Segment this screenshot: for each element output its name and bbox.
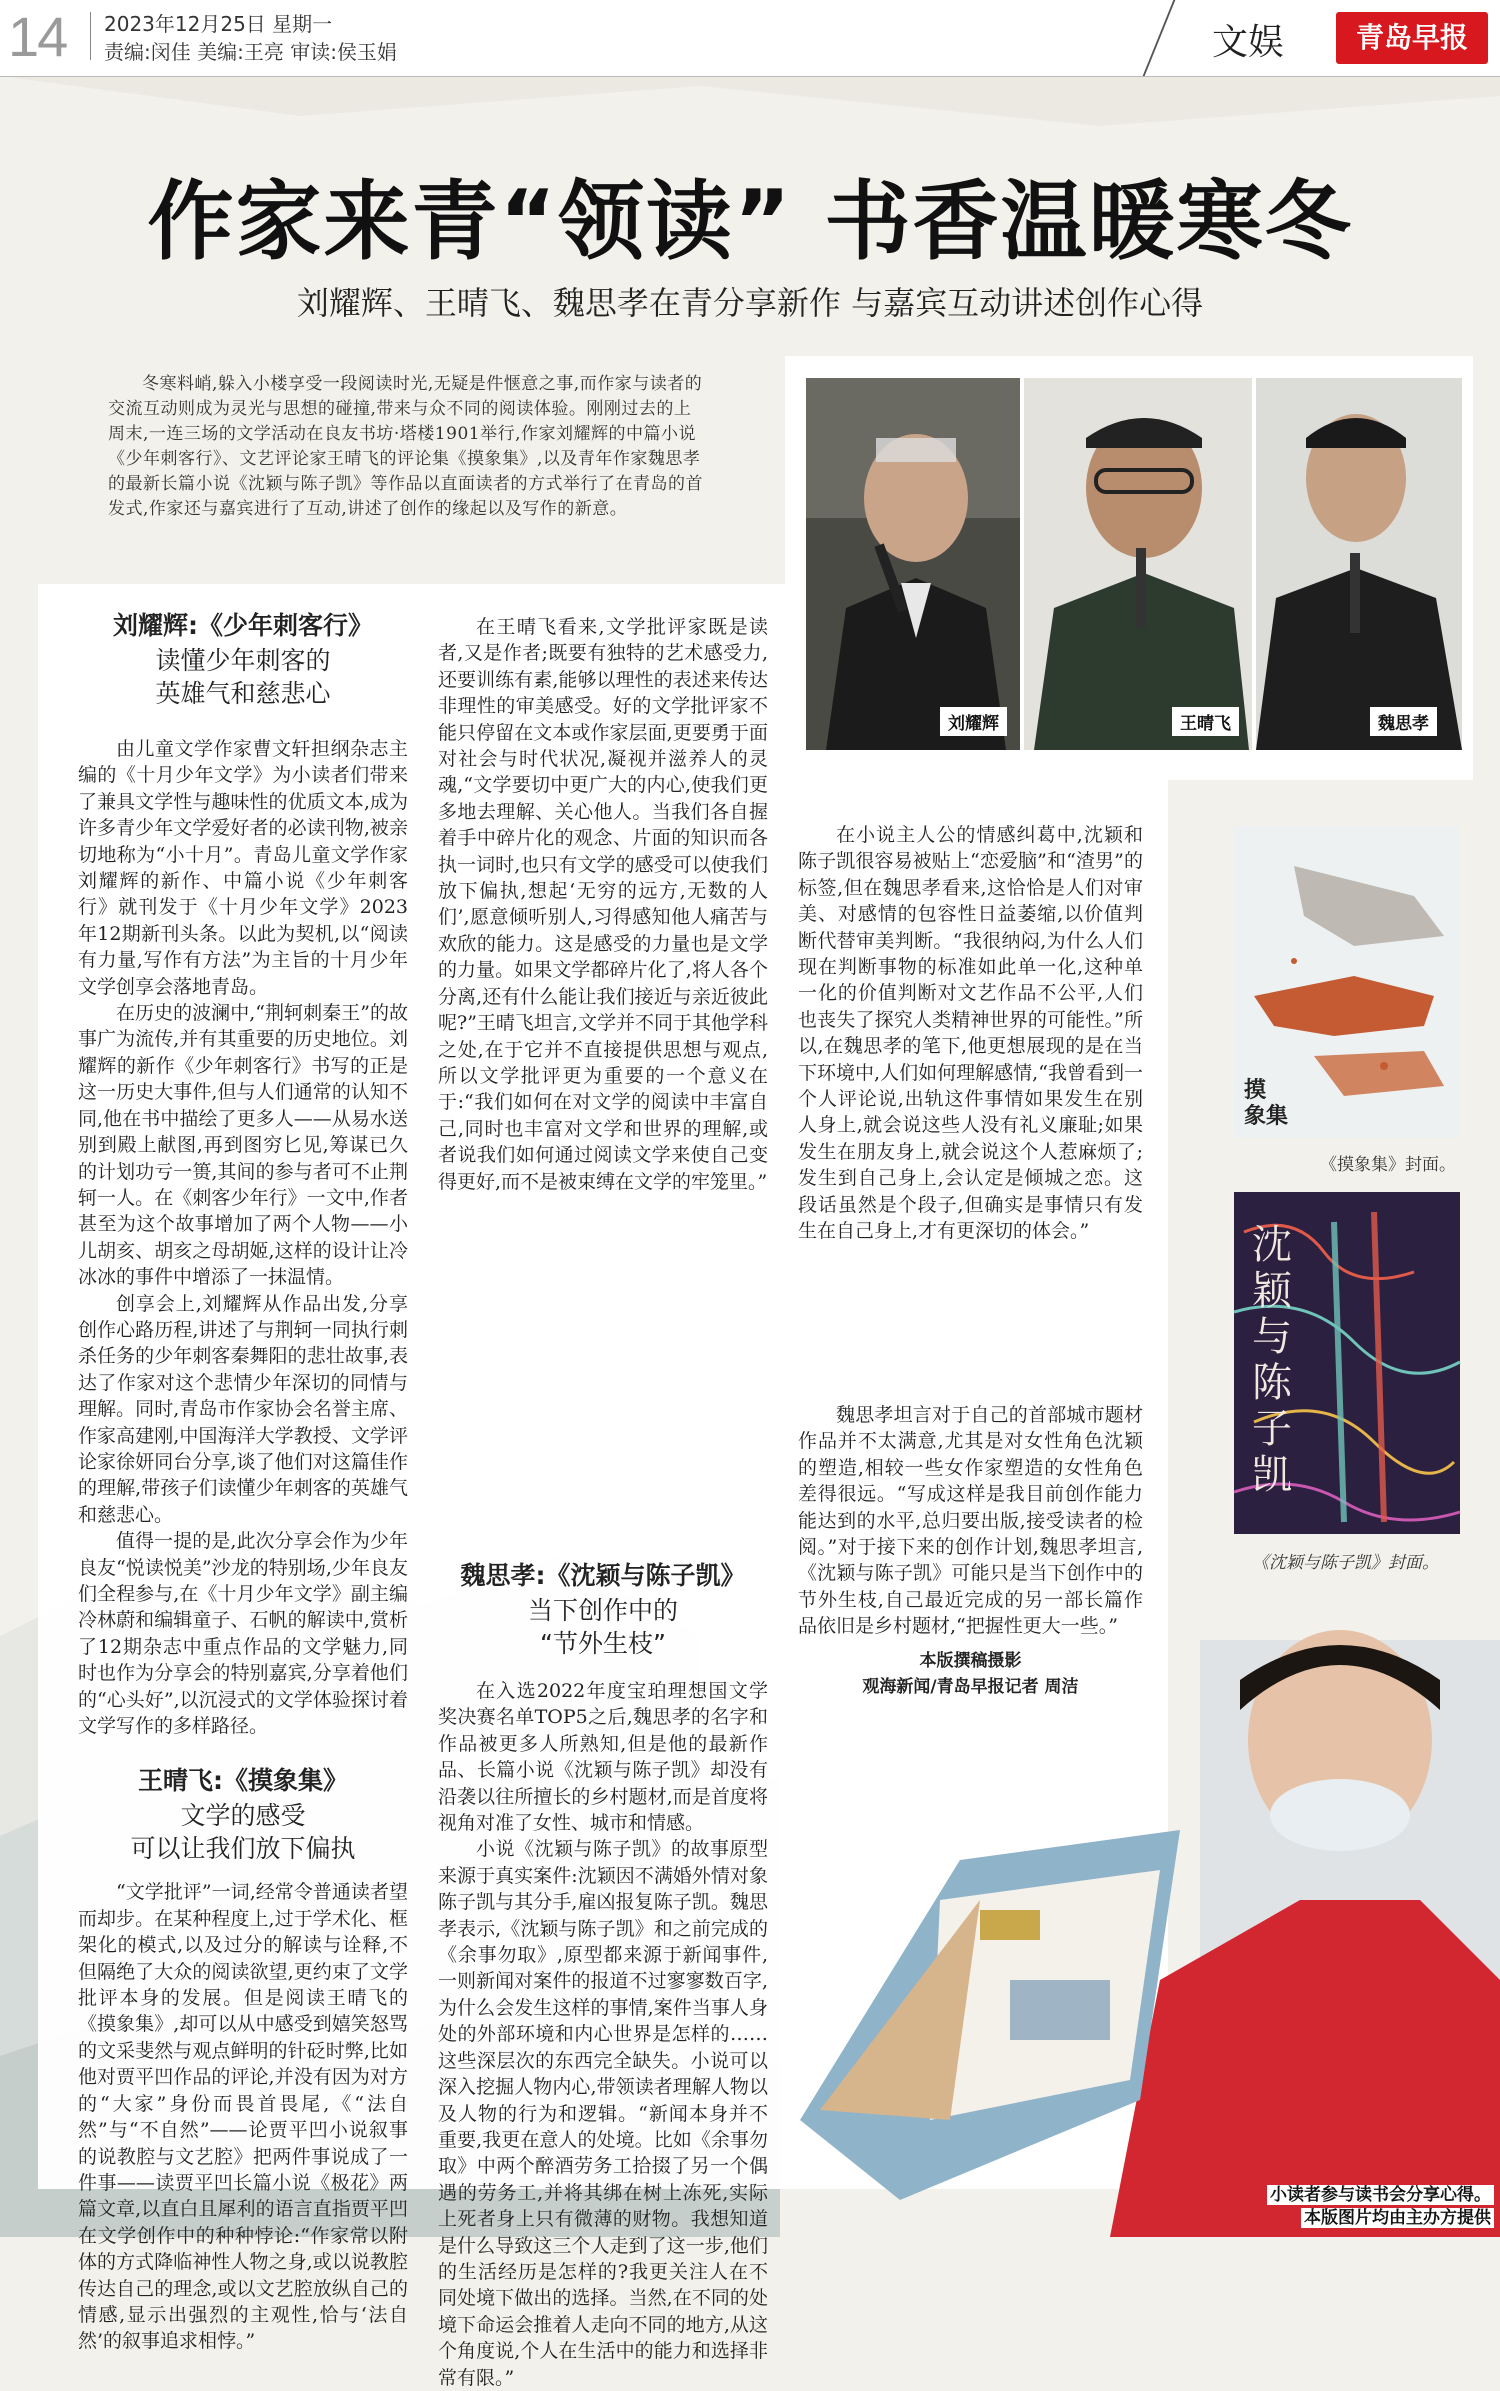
cover2-title: 沈颖与陈子凯 [1252, 1222, 1292, 1498]
section2-heading [78, 1763, 408, 1865]
subheadline: 刘耀辉、王晴飞、魏思孝在青分享新作 与嘉宾互动讲述创作心得 [296, 284, 1204, 322]
section1-subtitle-line2: 英雄气和慈悲心 [155, 679, 331, 708]
section1-subtitle-line1: 读懂少年刺客的 [155, 646, 331, 675]
header-slant-divider [1143, 0, 1190, 76]
article-column-3 [798, 822, 1143, 1700]
headline: 作家来青“领读” 书香温暖寒冬 [147, 172, 1353, 272]
section3-heading [438, 1558, 768, 1660]
reader-photo [780, 1600, 1500, 2237]
cover1-caption: 《摸象集》封面。 [1320, 1155, 1456, 1175]
section2-subtitle-line2: 可以让我们放下偏执 [130, 1834, 356, 1864]
article-column-1 [78, 608, 408, 2353]
paragraph: “文学批评”一词,经常令普通读者望而却步。在某种程度上,过于学术化、框架化的模式,以及过分的解读与诠释,不但隔绝了大众的阅读欲望,更约束了文学批评本身的发展。但是阅读王晴飞的《摸象集》,却可以从中感受到嬉笑怒骂的文采斐然与观点鲜明的针砭时弊,比如他对贾平凹作品的评论,并没有因为对方的“大家”身份而畏首畏尾,《“法自然”与“不自然”——论贾平凹小说叙事的说教腔与文艺腔》把两件事说成了一件事——读贾平凹长篇小说《极花》两篇文章,以直白且犀利的语言直指贾平凹在文学创作中的种种悖论:“作家常以附体的方式降临神性人物之身,或以说教腔传达自己的理念,或以文艺腔放纵自己的情感,显示出强烈的主观性,恰与‘法自然’的叙事追求相悖。” [78, 1881, 408, 2353]
section1-heading [78, 608, 408, 710]
photo-wang-qingfei [1024, 378, 1252, 750]
reader-photo-caption [1267, 2184, 1494, 2230]
section3-subtitle-line2: “节外生枝” [540, 1629, 666, 1658]
reader-caption-line2: 本版图片均由主办方提供 [1301, 2208, 1494, 2228]
newspaper-logo: 青岛早报 [1336, 12, 1488, 64]
paragraph: 在王晴飞看来,文学批评家既是读者,又是作者;既要有独特的艺术感受力,还要训练有素,能够以理性的表述来传达非理性的审美感受。好的文学批评家不能只停留在文本或作家层面,更要勇于面对社会与时代状况,凝视并滋养人的灵魂,“文学要切中更广大的内心,使我们更多地去理解、关心他人。当我们各自握着手中碎片化的观念、片面的知识而各执一词时,也只有文学的感受可以使我们放下偏执,想起‘无穷的远方,无数的人们’,愿意倾听别人,习得感知他人痛苦与欢欣的能力。这是感受的力量也是文学的力量。如果文学都碎片化了,将人各个分离,还有什么能让我们接近与亲近彼此呢?”王晴飞坦言,文学并不同于其他学科之处,在于它并不直接提供思想与观点,所以文学批评更为重要的一个意义在于:“我们如何在对文学的阅读中丰富自己,同时也丰富对文学和世界的理解,或者说我们如何通过阅读文学来使自己变得更好,而不是被束缚在文学的牢笼里。” [438, 616, 768, 1193]
photo-caption: 刘耀辉 [940, 707, 1007, 736]
reader-photo-image [780, 1600, 1500, 2237]
section3-title: 魏思孝:《沈颖与陈子凯》 [460, 1561, 746, 1590]
book-cover-shenying [1234, 1192, 1460, 1534]
lead-paragraph: 冬寒料峭,躲入小楼享受一段阅读时光,无疑是件惬意之事,而作家与读者的交流互动则成为灵光与思想的碰撞,带来与众不同的阅读体验。刚刚过去的上周末,一连三场的文学活动在良友书坊·塔楼1901举行,作家刘耀辉的中篇小说《少年刺客行》、文艺评论家王晴飞的评论集《摸象集》,以及青年作家魏思孝的最新长篇小说《沈颖与陈子凯》等作品以直面读者的方式举行了在青岛的首发式,作家还与嘉宾进行了互动,讲述了创作的缘起以及写作的新意。 [108, 374, 703, 519]
photo-caption: 魏思孝 [1370, 707, 1437, 736]
section-name: 文娱 [1212, 22, 1285, 63]
section1-title: 刘耀辉:《少年刺客行》 [113, 611, 373, 640]
issue-date: 2023年12月25日 星期一 [104, 12, 333, 36]
photo-credit-line2: 观海新闻/青岛早报记者 周洁 [862, 1676, 1079, 1697]
section2-subtitle-line1: 文学的感受 [180, 1801, 306, 1831]
cover1-title: 摸 象集 [1244, 1078, 1289, 1129]
portrait-image [1024, 378, 1252, 750]
portrait-image [806, 378, 1020, 750]
cover2-caption: 《沈颖与陈子凯》封面。 [1252, 1553, 1439, 1573]
header-divider [90, 12, 91, 60]
paragraph: 值得一提的是,此次分享会作为少年良友“悦读悦美”沙龙的特别场,少年良友们全程参与,在《十月少年文学》副主编冷林蔚和编辑童子、石帆的解读中,赏析了12期杂志中重点作品的文学魅力,同时也作为分享会的特别嘉宾,分享着他们的“心头好”,以沉浸式的文学体验探讨着文学写作的多样路径。 [78, 1530, 408, 1738]
paragraph: 在入选2022年度宝珀理想国文学奖决赛名单TOP5之后,魏思孝的名字和作品被更多人所熟知,但是他的最新作品、长篇小说《沈颖与陈子凯》却没有沿袭以往所擅长的乡村题材,而是首度将视角对准了女性、城市和情感。 [438, 1680, 768, 1835]
photo-credit-line1: 本版撰稿摄影 [919, 1650, 1022, 1671]
reader-caption-line1: 小读者参与读书会分享心得。 [1267, 2185, 1494, 2205]
photo-wei-sixiao [1256, 378, 1462, 750]
editor-credits: 责编:闵佳 美编:王亮 审读:侯玉娟 [104, 40, 397, 64]
section3-subtitle-line1: 当下创作中的 [527, 1596, 678, 1625]
paragraph: 小说《沈颖与陈子凯》的故事原型来源于真实案件:沈颖因不满婚外情对象陈子凯与其分手,雇凶报复陈子凯。魏思孝表示,《沈颖与陈子凯》和之前完成的《余事勿取》,原型都来源于新闻事件,一则新闻对案件的报道不过寥寥数百字,为什么会发生这样的事情,案件当事人身处的外部环境和内心世界是怎样的……这些深层次的东西完全缺失。小说可以深入挖掘人物内心,带领读者理解人物以及人物的行为和逻辑。“新闻本身并不重要,我更在意人的处境。比如《余事勿取》中两个醉酒劳务工拾掇了另一个偶遇的劳务工,并将其绑在树上冻死,实际上死者身上只有微薄的财物。我想知道是什么导致这三个人走到了这一步,他们的生活经历是怎样的?我更关注人在不同处境下做出的选择。当然,在不同的处境下命运会推着人走向不同的地方,从这个角度说,个人在生活中的能力和选择非常有限。” [438, 1838, 768, 2389]
photo-caption: 王晴飞 [1172, 707, 1239, 736]
article-column-2 [438, 614, 768, 2389]
portrait-image [1256, 378, 1462, 750]
paragraph: 创享会上,刘耀辉从作品出发,分享创作心路历程,讲述了与荆轲一同执行刺杀任务的少年刺客秦舞阳的悲壮故事,表达了作家对这个悲情少年深切的同情与理解。同时,青岛市作家协会名誉主席、作家高建刚,中国海洋大学教授、文学评论家徐妍同台分享,谈了他们对这篇佳作的理解,带孩子们读懂少年刺客的英雄气和慈悲心。 [78, 1292, 408, 1526]
paragraph: 在历史的波澜中,“荆轲刺秦王”的故事广为流传,并有其重要的历史地位。刘耀辉的新作《少年刺客行》书写的正是这一历史大事件,但与人们通常的认知不同,他在书中描绘了更多人——从易水送别到殿上献图,再到图穷匕见,筹谋已久的计划功亏一篑,其间的参与者可不止荆轲一人。在《刺客少年行》一文中,作者甚至为这个故事增加了两个人物——小儿胡亥、胡亥之母胡姬,这样的设计让冷冰冰的事件中增添了一抹温情。 [78, 1002, 408, 1289]
page-number: 14 [8, 5, 67, 68]
paragraph: 魏思孝坦言对于自己的首部城市题材作品并不太满意,尤其是对女性角色沈颖的塑造,相较一些女作家塑造的女性角色差得很远。“写成这样是我目前创作能力能达到的水平,总归要出版,接受读者的检阅。”对于接下来的创作计划,魏思孝坦言,《沈颖与陈子凯》可能只是当下创作中的节外生枝,自己最近完成的另一部长篇作品依旧是乡村题材,“把握性更大一些。” [798, 1404, 1143, 1638]
page-header [0, 0, 1500, 77]
section2-title: 王晴飞:《摸象集》 [138, 1766, 348, 1796]
photo-liu-yaohui [806, 378, 1020, 750]
paragraph: 在小说主人公的情感纠葛中,沈颖和陈子凯很容易被贴上“恋爱脑”和“渣男”的标签,但在魏思孝看来,这恰恰是人们对审美、对感情的包容性日益萎缩,以价值判断代替审美判断。“我很纳闷,为什么人们现在判断事物的标准如此单一化,这种单一化的价值判断对文艺作品不公平,人们也丧失了探究人类精神世界的可能性。”所以,在魏思孝的笔下,他更想展现的是在当下环境中,人们如何理解感情,“我曾看到一个人评论说,出轨这件事情如果发生在别人身上,就会说这些人没有礼义廉耻;如果发生在朋友身上,就会说这个人惹麻烦了;发生到自己身上,会认定是倾城之恋。这段话虽然是个段子,但确实是事情只有发生在自己身上,才有更深切的体会。” [798, 824, 1143, 1243]
paragraph: 由儿童文学作家曹文轩担纲杂志主编的《十月少年文学》为小读者们带来了兼具文学性与趣味性的优质文本,成为许多青少年文学爱好者的必读刊物,被亲切地称为“小十月”。青岛儿童文学作家刘耀辉的新作、中篇小说《少年刺客行》就刊发于《十月少年文学》2023年12期新刊头条。以此为契机,以“阅读有力量,写作有方法”为主旨的十月少年文学创享会落地青岛。 [78, 738, 408, 998]
